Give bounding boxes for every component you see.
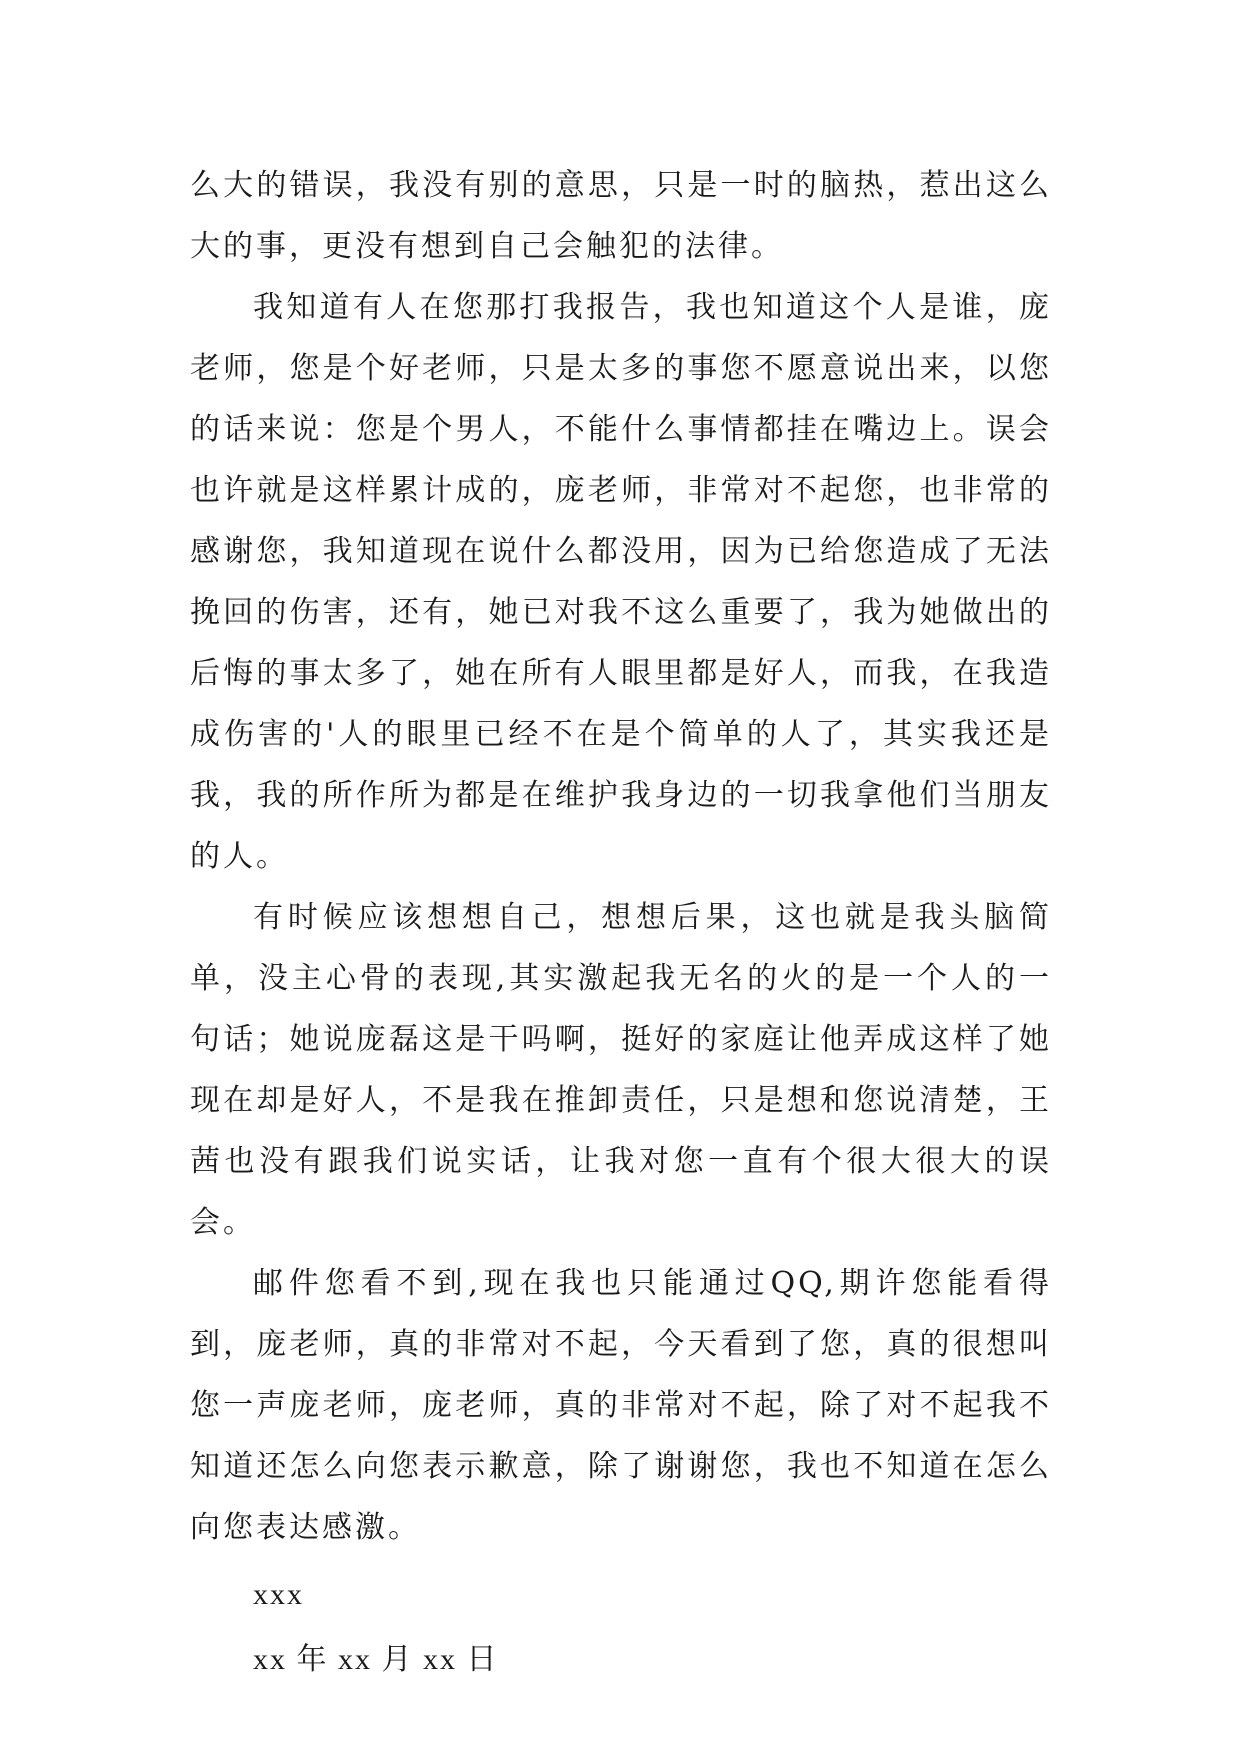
signature-name: xxx [253, 1578, 304, 1611]
paragraph-reflection: 有时候应该想想自己，想想后果，这也就是我头脑简单，没主心骨的表现,其实激起我无名的火的是一个人的一句话；她说庞磊这是干吗啊，挺好的家庭让他弄成这样了她现在却是好人，不是我在推卸责任，只是想和您说清楚，王茜也没有跟我们说实话，让我对您一直有个很大很大的误会。 [190, 900, 1052, 1240]
paragraph-closing: 邮件您看不到,现在我也只能通过QQ,期许您能看得到，庞老师，真的非常对不起，今天看到了您，真的很想叫您一声庞老师，庞老师，真的非常对不起，除了对不起我不知道还怎么向您表示歉意，除了谢谢您，我也不知道在怎么向您表达感激。 [190, 1266, 1052, 1545]
letter-body [190, 155, 1052, 1690]
paragraph-continuation: 么大的错误，我没有别的意思，只是一时的脑热，惹出这么大的事，更没有想到自己会触犯的法律。 [190, 168, 1052, 264]
signature-date: xx 年 xx 月 xx 日 [253, 1643, 499, 1676]
paragraph-apology-report: 我知道有人在您那打我报告，我也知道这个人是谁，庞老师，您是个好老师，只是太多的事您不愿意说出来，以您的话来说：您是个男人，不能什么事情都挂在嘴边上。误会也许就是这样累计成的，庞老师，非常对不起您，也非常的感谢您，我知道现在说什么都没用，因为已给您造成了无法挽回的伤害，还有，她已对我不这么重要了，我为她做出的后悔的事太多了，她在所有人眼里都是好人，而我，在我造成伤害的'人的眼里已经不在是个简单的人了，其实我还是我，我的所作所为都是在维护我身边的一切我拿他们当朋友的人。 [190, 290, 1052, 874]
